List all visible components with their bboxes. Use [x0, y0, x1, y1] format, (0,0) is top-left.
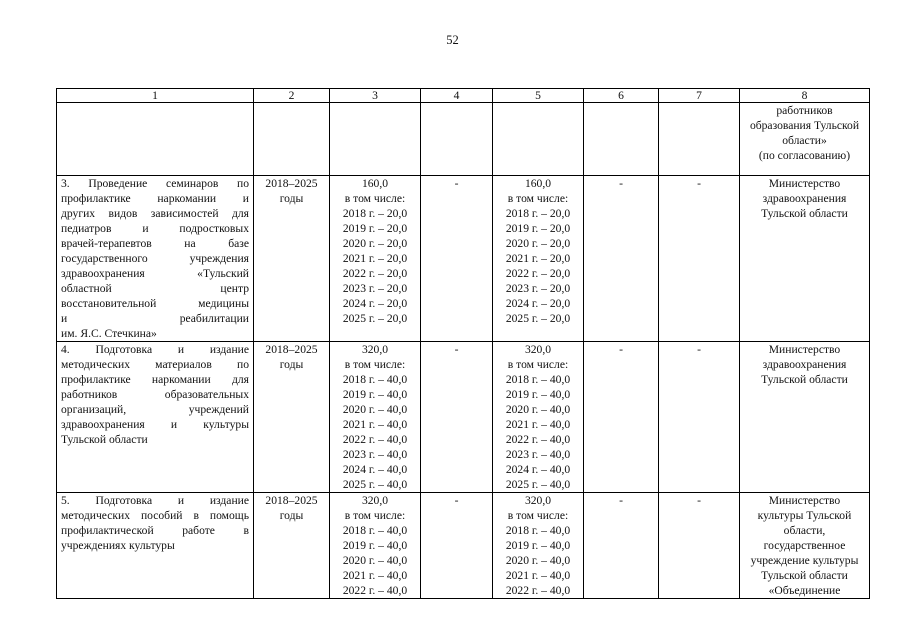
funding-line: в том числе: [344, 358, 406, 371]
executor-line: работников [776, 104, 833, 117]
description-line: и реабилитации [61, 312, 249, 325]
funding-line: 2025 г. – 40,0 [505, 478, 571, 491]
description-line: профилактике наркомании и [61, 192, 249, 205]
column-number: 8 [740, 89, 870, 103]
funding-line: 2020 г. – 40,0 [342, 403, 408, 416]
funding-line: 320,0 [524, 494, 552, 507]
funding-line: в том числе: [344, 509, 406, 522]
executor-cell [740, 176, 870, 342]
description-line: 5. Подготовка и издание [61, 494, 249, 507]
executor-line: (по согласованию) [758, 149, 851, 162]
description-line: областной центр [61, 282, 249, 295]
funding-line: в том числе: [507, 192, 569, 205]
column-number-row [57, 89, 870, 103]
description-line: здравоохранения и культуры [61, 418, 249, 431]
federal-funding-cell: - [421, 176, 493, 342]
funding-line: 2018 г. – 20,0 [505, 207, 571, 220]
executor-line: Тульской области [761, 373, 848, 386]
funding-line: 2019 г. – 20,0 [505, 222, 571, 235]
executor-line: области» [782, 134, 827, 147]
description-line: врачей-терапевтов на базе [61, 237, 249, 250]
column-number: 6 [584, 89, 659, 103]
funding-line: в том числе: [344, 192, 406, 205]
funding-line: 2025 г. – 40,0 [342, 478, 408, 491]
activity-description [57, 176, 254, 342]
funding-line: 320,0 [361, 343, 389, 356]
funding-line: 2018 г. – 20,0 [342, 207, 408, 220]
total-funding-cell [330, 493, 421, 599]
executor-line: учреждение культуры [750, 554, 859, 567]
funding-line: 2024 г. – 20,0 [505, 297, 571, 310]
period-cell [254, 342, 330, 493]
funding-line: 2024 г. – 20,0 [342, 297, 408, 310]
regional-funding-cell [493, 493, 584, 599]
period-unit: годы [279, 509, 304, 522]
table-row [57, 176, 870, 342]
municipal-funding-cell: - [584, 493, 659, 599]
funding-line: 2018 г. – 40,0 [342, 373, 408, 386]
description-line: Тульской области [61, 433, 148, 446]
period-unit: годы [279, 192, 304, 205]
description-line: методических материалов по [61, 358, 249, 371]
table-row [57, 493, 870, 599]
period-cell [254, 493, 330, 599]
funding-line: 2021 г. – 20,0 [505, 252, 571, 265]
description-line: работников образовательных [61, 388, 249, 401]
funding-line: 2020 г. – 20,0 [505, 237, 571, 250]
page-number: 52 [446, 33, 459, 47]
executor-line: государственное [763, 539, 846, 552]
funding-line: 2024 г. – 40,0 [505, 463, 571, 476]
column-number: 1 [57, 89, 254, 103]
description-line: государственного учреждения [61, 252, 249, 265]
executor-line: «Объединение [768, 584, 841, 597]
funding-line: 2023 г. – 20,0 [505, 282, 571, 295]
executor-line: образования Тульской [749, 119, 860, 132]
period-unit: годы [279, 358, 304, 371]
funding-line: 160,0 [524, 177, 552, 190]
executor-line: здравоохранения [762, 358, 847, 371]
column-number: 5 [493, 89, 584, 103]
municipal-funding-cell: - [584, 342, 659, 493]
column-number: 4 [421, 89, 493, 103]
extra-funding-cell: - [659, 176, 740, 342]
executor-line: здравоохранения [762, 192, 847, 205]
column-number: 7 [659, 89, 740, 103]
description-line: педиатров и подростковых [61, 222, 249, 235]
funding-line: 2019 г. – 40,0 [342, 388, 408, 401]
funding-line: 2019 г. – 40,0 [342, 539, 408, 552]
funding-line: 2020 г. – 40,0 [342, 554, 408, 567]
activity-description [57, 493, 254, 599]
funding-line: 2018 г. – 40,0 [505, 373, 571, 386]
funding-line: 2021 г. – 40,0 [342, 418, 408, 431]
extra-funding-cell: - [659, 342, 740, 493]
federal-funding-cell: - [421, 342, 493, 493]
funding-line: 2022 г. – 40,0 [342, 584, 408, 597]
description-line: восстановительной медицины [61, 297, 249, 310]
table-row [57, 342, 870, 493]
executor-line: культуры Тульской [757, 509, 852, 522]
description-line: других видов зависимостей для [61, 207, 249, 220]
total-funding-cell [330, 176, 421, 342]
funding-line: 2021 г. – 40,0 [342, 569, 408, 582]
funding-line: 2023 г. – 40,0 [342, 448, 408, 461]
funding-line: 2021 г. – 40,0 [505, 569, 571, 582]
executor-line: Министерство [768, 494, 841, 507]
funding-line: 2025 г. – 20,0 [505, 312, 571, 325]
funding-line: 2025 г. – 20,0 [342, 312, 408, 325]
executor-line: Тульской области [761, 569, 848, 582]
executor-line: Министерство [768, 177, 841, 190]
regional-funding-cell [493, 176, 584, 342]
executor-line: области, [783, 524, 826, 537]
period-years: 2018–2025 [265, 177, 318, 190]
period-years: 2018–2025 [265, 494, 318, 507]
funding-line: 2023 г. – 20,0 [342, 282, 408, 295]
funding-line: 2020 г. – 40,0 [505, 554, 571, 567]
description-line: методических пособий в помощь [61, 509, 249, 522]
funding-line: 2022 г. – 40,0 [505, 433, 571, 446]
funding-line: 2018 г. – 40,0 [505, 524, 571, 537]
description-line: профилактике наркомании для [61, 373, 249, 386]
funding-line: 2020 г. – 20,0 [342, 237, 408, 250]
executor-cell [740, 342, 870, 493]
description-line: 3. Проведение семинаров по [61, 177, 249, 190]
funding-line: 2023 г. – 40,0 [505, 448, 571, 461]
funding-line: 2019 г. – 20,0 [342, 222, 408, 235]
description-line: здравоохранения «Тульский [61, 267, 249, 280]
funding-line: 2018 г. – 40,0 [342, 524, 408, 537]
funding-line: 2022 г. – 20,0 [505, 267, 571, 280]
description-line: им. Я.С. Стечкина» [61, 327, 157, 340]
funding-line: 2022 г. – 20,0 [342, 267, 408, 280]
description-line: профилактической работе в [61, 524, 249, 537]
funding-line: 2021 г. – 40,0 [505, 418, 571, 431]
executor-line: Тульской области [761, 207, 848, 220]
funding-line: 2022 г. – 40,0 [505, 584, 571, 597]
description-line: организаций, учреждений [61, 403, 249, 416]
activity-description [57, 342, 254, 493]
funding-line: 2019 г. – 40,0 [505, 539, 571, 552]
executor-cell [740, 493, 870, 599]
funding-line: 320,0 [361, 494, 389, 507]
funding-line: 2022 г. – 40,0 [342, 433, 408, 446]
funding-line: в том числе: [507, 509, 569, 522]
column-number: 3 [330, 89, 421, 103]
period-years: 2018–2025 [265, 343, 318, 356]
funding-line: 2024 г. – 40,0 [342, 463, 408, 476]
funding-line: 320,0 [524, 343, 552, 356]
column-number: 2 [254, 89, 330, 103]
funding-line: 160,0 [361, 177, 389, 190]
regional-funding-cell [493, 342, 584, 493]
total-funding-cell [330, 342, 421, 493]
municipal-funding-cell: - [584, 176, 659, 342]
federal-funding-cell: - [421, 493, 493, 599]
description-line: 4. Подготовка и издание [61, 343, 249, 356]
description-line: учреждениях культуры [61, 539, 175, 552]
funding-line: в том числе: [507, 358, 569, 371]
extra-funding-cell: - [659, 493, 740, 599]
funding-line: 2020 г. – 40,0 [505, 403, 571, 416]
program-activities-table [56, 88, 870, 599]
executor-cell [740, 103, 870, 176]
continuation-row [57, 103, 870, 176]
period-cell [254, 176, 330, 342]
funding-line: 2019 г. – 40,0 [505, 388, 571, 401]
funding-line: 2021 г. – 20,0 [342, 252, 408, 265]
executor-line: Министерство [768, 343, 841, 356]
